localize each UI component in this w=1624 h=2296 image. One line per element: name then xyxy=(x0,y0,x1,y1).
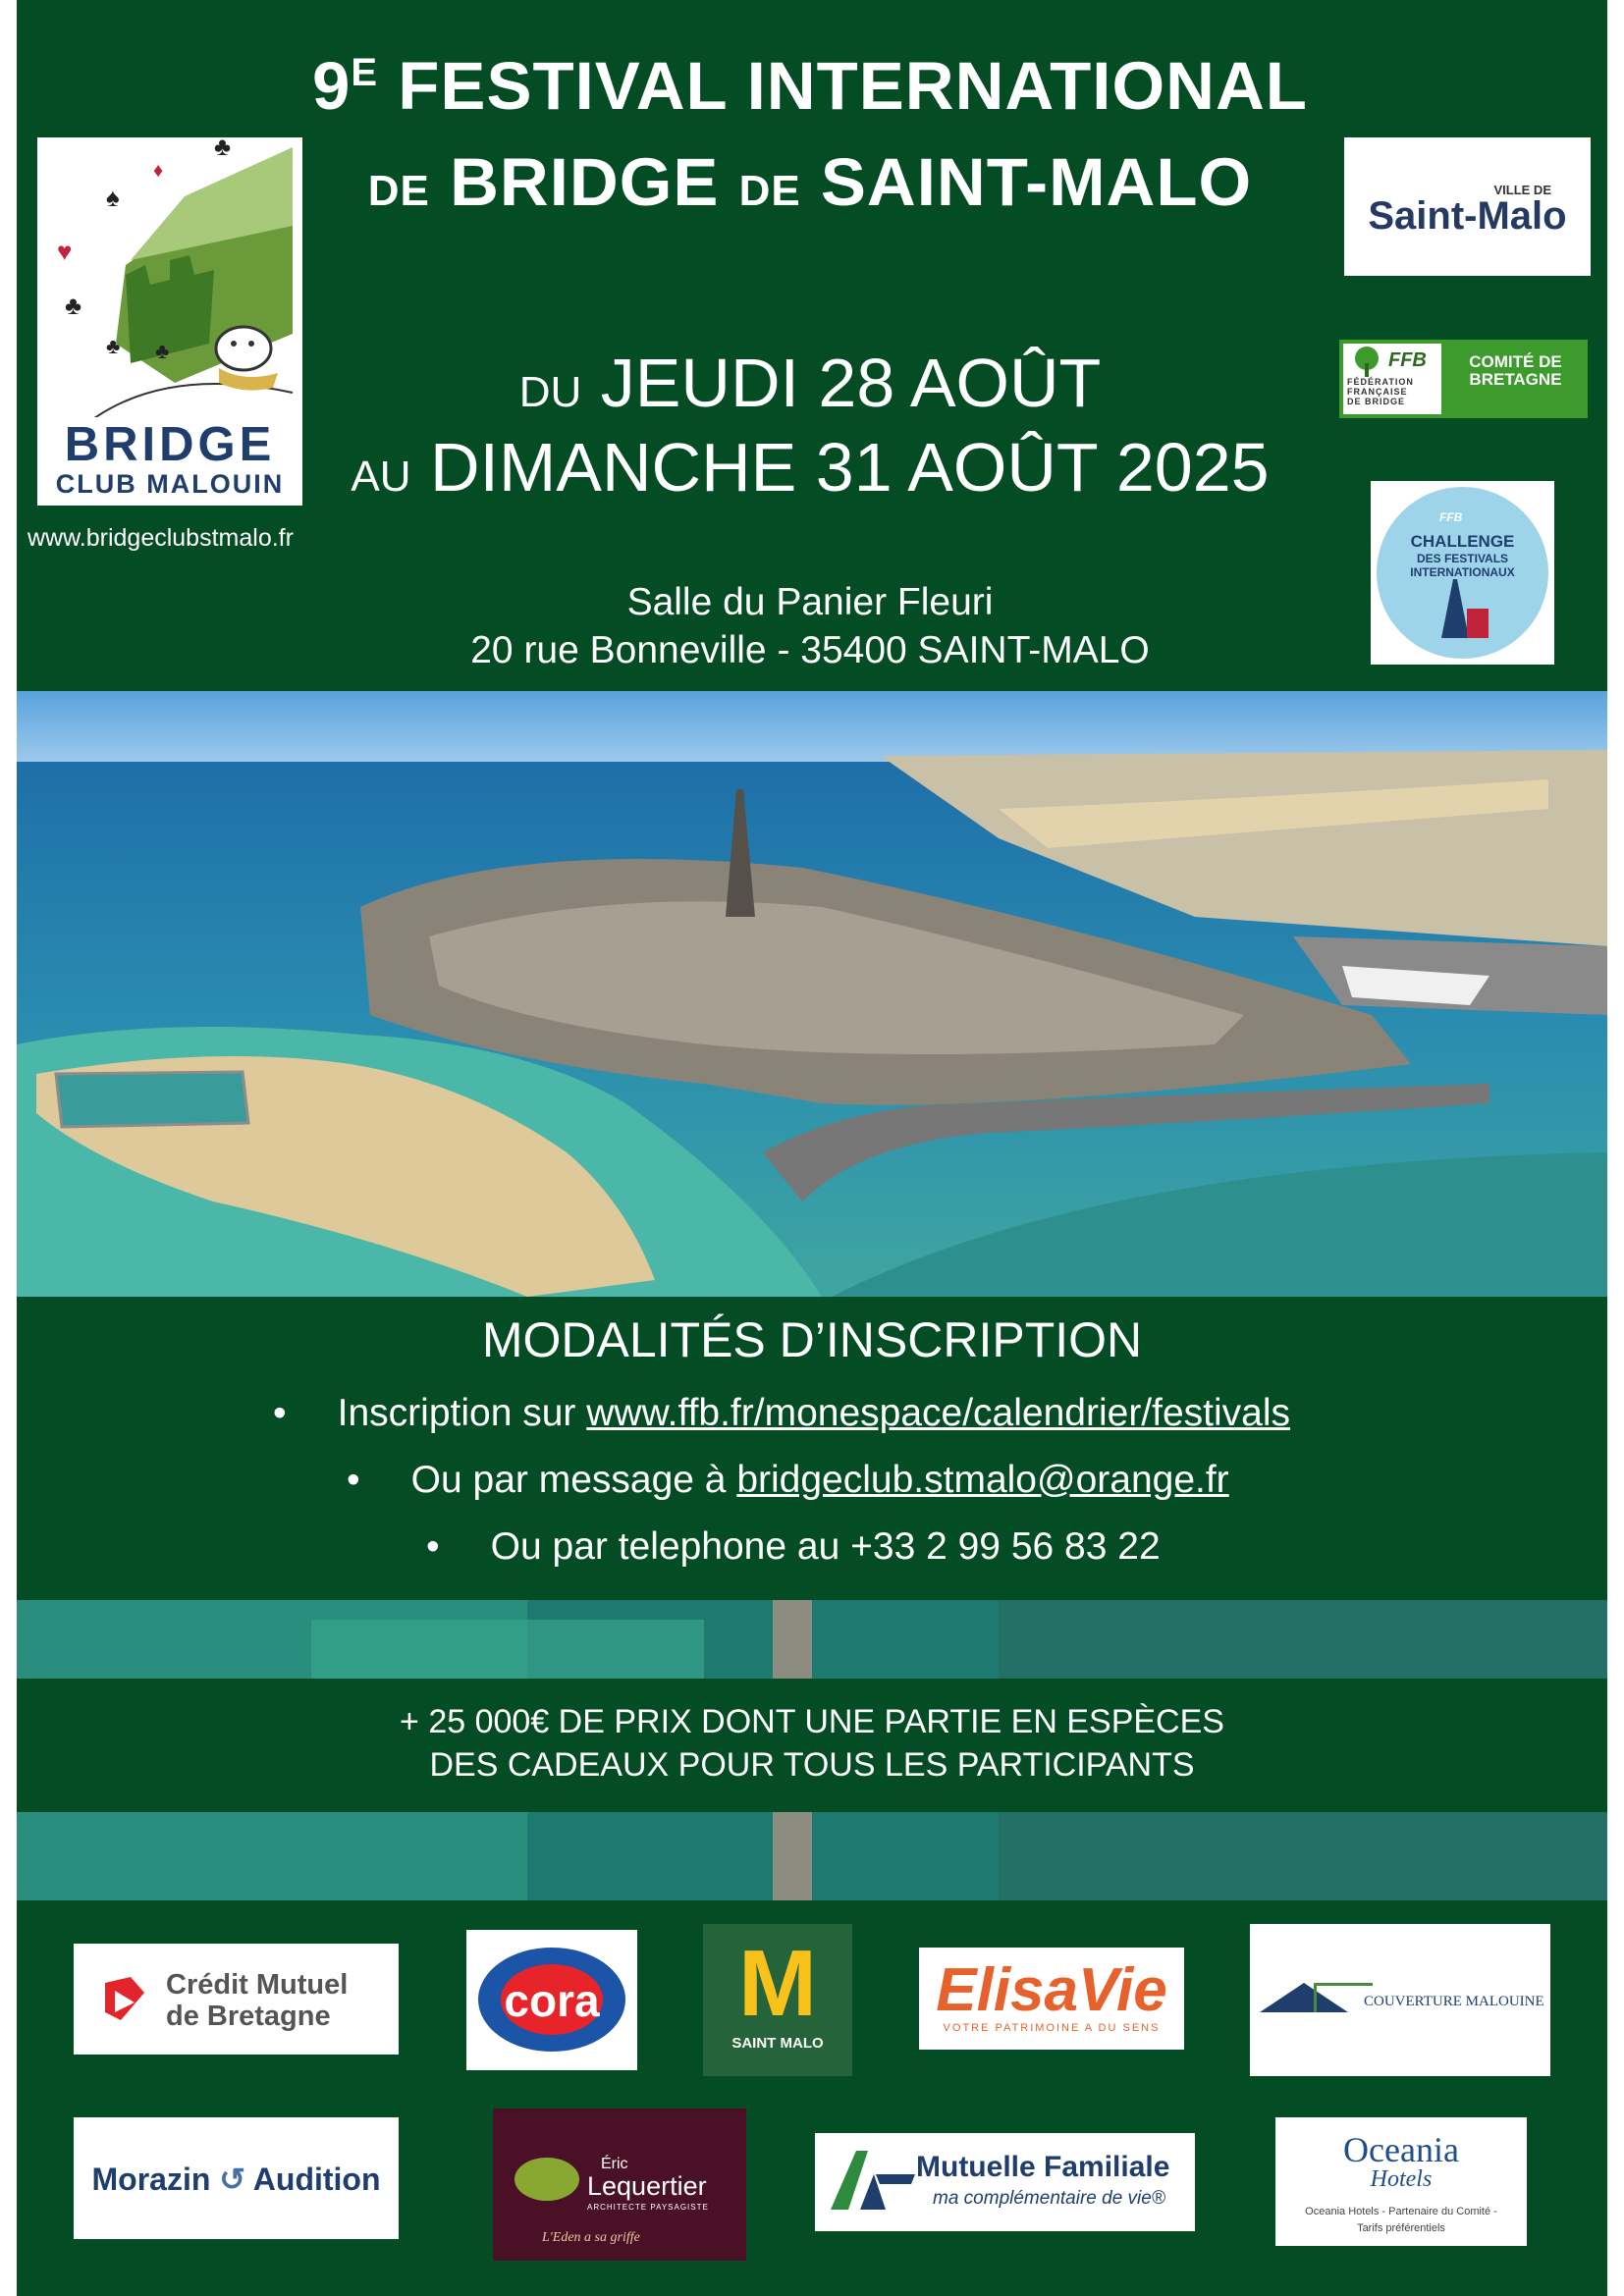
challenge-subtitle: DES FESTIVALS INTERNATIONAUX xyxy=(1410,552,1515,579)
oceania-partner-line: Oceania Hotels - Partenaire du Comité - xyxy=(1305,2206,1497,2217)
club-name-line2: CLUB MALOUIN xyxy=(55,469,285,499)
ffb-sub-line3: DE BRIDGE xyxy=(1347,397,1406,406)
challenge-ffb: FFB xyxy=(1439,510,1463,524)
date-end-text: DIMANCHE 31 AOÛT 2025 xyxy=(429,429,1270,506)
festival-title-line1 xyxy=(236,47,1384,125)
date-end-prefix: AU xyxy=(351,453,411,501)
credit-mutuel-line2: de Bretagne xyxy=(166,2001,331,2032)
registration-online-label: Inscription sur xyxy=(337,1392,587,1434)
challenge-title: CHALLENGE xyxy=(1410,532,1515,551)
sponsor-couverture-malouine xyxy=(1250,1924,1550,2076)
prizes-line2: DES CADEAUX POUR TOUS LES PARTICIPANTS xyxy=(429,1746,1195,1784)
svg-text:♠: ♠ xyxy=(106,183,120,212)
svg-text:♣: ♣ xyxy=(106,334,121,358)
comite-line2: BRETAGNE xyxy=(1469,370,1562,389)
ffb-calendar-link[interactable]: www.ffb.fr/monespace/calendrier/festivals xyxy=(586,1392,1291,1434)
svg-text:♣: ♣ xyxy=(65,291,82,320)
leaf-icon xyxy=(514,2158,579,2201)
ffb-comite-bretagne-logo xyxy=(1339,340,1588,418)
mutuelle-mf-icon xyxy=(827,2145,915,2216)
svg-text:♣: ♣ xyxy=(155,339,170,363)
roof-icon xyxy=(1260,1973,1378,2022)
eric-profession: ARCHITECTE PAYSAGISTE xyxy=(587,2203,709,2212)
sponsor-cora xyxy=(466,1930,637,2070)
date-start-text: JEUDI 28 AOÛT xyxy=(600,345,1102,421)
mcdonalds-location: SAINT MALO xyxy=(731,2035,824,2052)
registration-phone-text: Ou par telephone au +33 2 99 56 83 22 xyxy=(490,1525,1161,1568)
title-ordinal-suffix: E xyxy=(351,51,379,94)
title-saint-malo: SAINT-MALO xyxy=(820,144,1253,220)
date-start xyxy=(236,344,1384,422)
saint-malo-aerial-photo xyxy=(17,691,1607,1297)
ffb-logo-panel xyxy=(1343,344,1441,414)
comite-bretagne-label xyxy=(1449,353,1582,389)
saint-malo-ville-label: VILLE DE xyxy=(1493,183,1551,197)
svg-text:♣: ♣ xyxy=(214,137,232,161)
eiffel-tower-icon xyxy=(1424,579,1502,648)
eric-first-name: Éric xyxy=(601,2156,628,2172)
date-end xyxy=(236,428,1384,507)
ffb-acronym: FFB xyxy=(1388,349,1427,371)
oceania-hotels-script: Hotels xyxy=(1370,2166,1433,2192)
registration-email-label: Ou par message à xyxy=(410,1459,737,1501)
bridge-club-logo xyxy=(37,137,302,506)
registration-email xyxy=(347,1459,1229,1502)
mcdonalds-arches-icon: M xyxy=(738,1931,817,2036)
sponsor-oceania-hotels xyxy=(1275,2117,1527,2246)
comite-line1: COMITÉ DE xyxy=(1469,352,1562,371)
bullet-1: • xyxy=(273,1392,287,1434)
festival-title-line2 xyxy=(236,143,1384,221)
registration-title: MODALITÉS D’INSCRIPTION xyxy=(481,1312,1143,1367)
title-de-1: DE xyxy=(367,167,430,215)
mutuelle-tagline: ma complémentaire de vie® xyxy=(933,2188,1165,2209)
prizes-band xyxy=(17,1679,1607,1812)
title-ordinal: 9 xyxy=(312,48,352,124)
date-start-prefix: DU xyxy=(518,368,582,416)
registration-online xyxy=(273,1392,1290,1435)
saint-malo-name: Saint-Malo xyxy=(1368,194,1567,238)
club-website-link[interactable]: www.bridgeclubstmalo.fr xyxy=(27,524,294,552)
oceania-rates-line: Tarifs préférentiels xyxy=(1357,2222,1445,2234)
elisavie-name: ElisaVie xyxy=(936,1956,1167,2024)
ffb-sub-line1: FÉDÉRATION xyxy=(1347,377,1414,387)
eric-tagline: L'Eden a sa griffe xyxy=(542,2230,640,2245)
title-bridge: BRIDGE xyxy=(450,144,720,220)
ffb-tree-icon xyxy=(1345,346,1388,379)
sponsor-eric-lequertier xyxy=(493,2109,746,2261)
prizes-line1: + 25 000€ DE PRIX DONT UNE PARTIE EN ESPÈCES xyxy=(400,1703,1224,1740)
venue-address: 20 rue Bonneville - 35400 SAINT-MALO xyxy=(470,629,1150,671)
sponsor-credit-mutuel xyxy=(74,1944,399,2055)
saint-malo-logo xyxy=(1344,137,1591,276)
email-link[interactable]: bridgeclub.stmalo@orange.fr xyxy=(736,1459,1229,1501)
sponsor-mutuelle-familiale xyxy=(815,2133,1195,2231)
sponsor-mcdonalds xyxy=(703,1924,852,2076)
couverture-name: COUVERTURE MALOUINE xyxy=(1364,1994,1544,2009)
oceania-name: Oceania xyxy=(1343,2130,1459,2169)
ear-icon: ↺ xyxy=(219,2162,246,2197)
svg-text:♦: ♦ xyxy=(153,160,164,182)
mutuelle-name: Mutuelle Familiale xyxy=(916,2151,1170,2183)
bullet-2: • xyxy=(347,1459,360,1501)
bullet-3: • xyxy=(426,1525,440,1568)
challenge-festivals-logo xyxy=(1371,481,1554,665)
registration-phone xyxy=(426,1525,1161,1569)
credit-mutuel-line1: Crédit Mutuel xyxy=(166,1969,349,2001)
venue-name: Salle du Panier Fleuri xyxy=(626,581,994,623)
morazin-audition-name xyxy=(74,2161,399,2198)
morazin-word: Morazin xyxy=(91,2162,211,2197)
cora-name: cora xyxy=(504,1975,600,2026)
credit-mutuel-icon xyxy=(101,1973,148,2024)
elisavie-tagline: VOTRE PATRIMOINE A DU SENS xyxy=(943,2022,1161,2034)
audition-word: Audition xyxy=(252,2162,381,2197)
sponsor-elisavie xyxy=(919,1948,1184,2050)
ffb-subtitle xyxy=(1347,377,1414,406)
sponsor-morazin-audition xyxy=(74,2117,399,2239)
title-line1-text: FESTIVAL INTERNATIONAL xyxy=(398,48,1308,124)
svg-text:♥: ♥ xyxy=(57,237,73,266)
ffb-sub-line2: FRANÇAISE xyxy=(1347,387,1408,397)
eric-last-name: Lequertier xyxy=(587,2171,707,2201)
club-name-line1: BRIDGE xyxy=(64,418,276,471)
title-de-2: DE xyxy=(738,167,801,215)
club-emblem-icon xyxy=(37,137,302,417)
